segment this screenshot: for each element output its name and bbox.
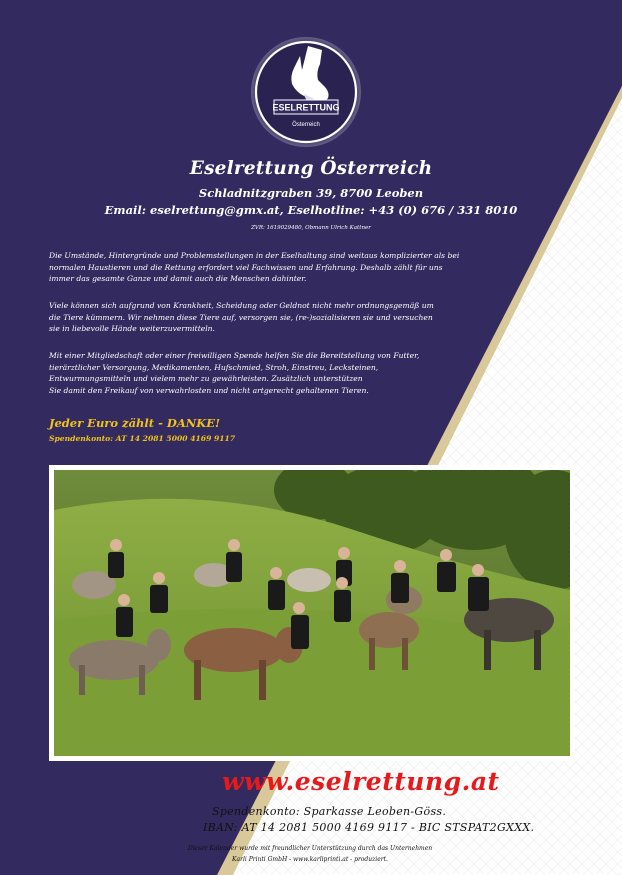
logo-subtitle: Österreich: [292, 122, 320, 128]
zvr-line: ZVR: 1619029480, Obmann Ulrich Kattner: [251, 225, 371, 231]
paragraph-line: normalen Haustieren und die Rettung erfordert viel Fachwissen und Erfahrung. Deshalb zählt für uns: [49, 262, 443, 272]
paragraph-1: [49, 250, 519, 285]
donation-account-short: Spendenkonto: AT 14 2081 5000 4169 9117: [49, 434, 236, 443]
paragraph-line: die Tiere kümmern. Wir nehmen diese Tiere auf, versorgen sie, (re-)sozialisieren sie und versuchen: [49, 312, 433, 322]
photo-illustration: [54, 470, 570, 756]
iban-line: IBAN: AT 14 2081 5000 4169 9117 - BIC STSPAT2GXXX.: [203, 821, 535, 834]
paragraph-line: Mit einer Mitgliedschaft oder einer freiwilligen Spende helfen Sie die Bereitstellung von Futter,: [49, 351, 420, 360]
website-link[interactable]: www.eselrettung.at: [222, 767, 500, 796]
paragraph-line: Entwurmungsmitteln und vielem mehr zu gewährleisten. Zusätzlich unterstützen: [49, 374, 363, 383]
logo-name: ESELRETTUNG: [272, 102, 340, 113]
paragraph-line: immer das gesamte Ganze und damit auch die Menschen dahinter.: [49, 274, 307, 283]
credit-line-2: Karli Printi GmbH - www.karliprinti.at - produziert.: [232, 856, 388, 863]
thanks-heading: Jeder Euro zählt - DANKE!: [49, 416, 221, 430]
paragraph-3: [49, 350, 519, 396]
paragraph-line: Sie damit den Freikauf von verwahrlosten und nicht artgerecht gehaltenen Tieren.: [49, 385, 369, 395]
paragraph-line: sie in liebevolle Hände weiterzuvermitteln.: [49, 324, 215, 333]
paragraph-2: [49, 300, 519, 335]
paragraph-line: Die Umstände, Hintergründe und Problemstellungen in der Eselhaltung sind weitaus komplizierter als bei: [49, 251, 460, 260]
paragraph-line: Viele können sich aufgrund von Krankheit, Scheidung oder Geldnot nicht mehr ordnungsgemäß um: [49, 301, 434, 310]
eselrettung-logo: [250, 36, 362, 148]
credit-line-1: Dieser Kalender wurde mit freundlicher Unterstützung durch das Unternehmen: [187, 845, 433, 852]
bank-line: Spendenkonto: Sparkasse Leoben-Göss.: [212, 805, 447, 818]
team-with-donkeys-photo: [49, 465, 575, 761]
paragraph-line: tierärztlicher Versorgung, Medikamenten, Hufschmied, Stroh, Einstreu, Lecksteinen,: [49, 362, 379, 372]
page-title: Eselrettung Österreich: [189, 158, 433, 179]
address: Schladnitzgraben 39, 8700 Leoben: [198, 186, 424, 200]
contact-line: Email: eselrettung@gmx.at, Eselhotline: +43 (0) 676 / 331 8010: [104, 203, 518, 217]
